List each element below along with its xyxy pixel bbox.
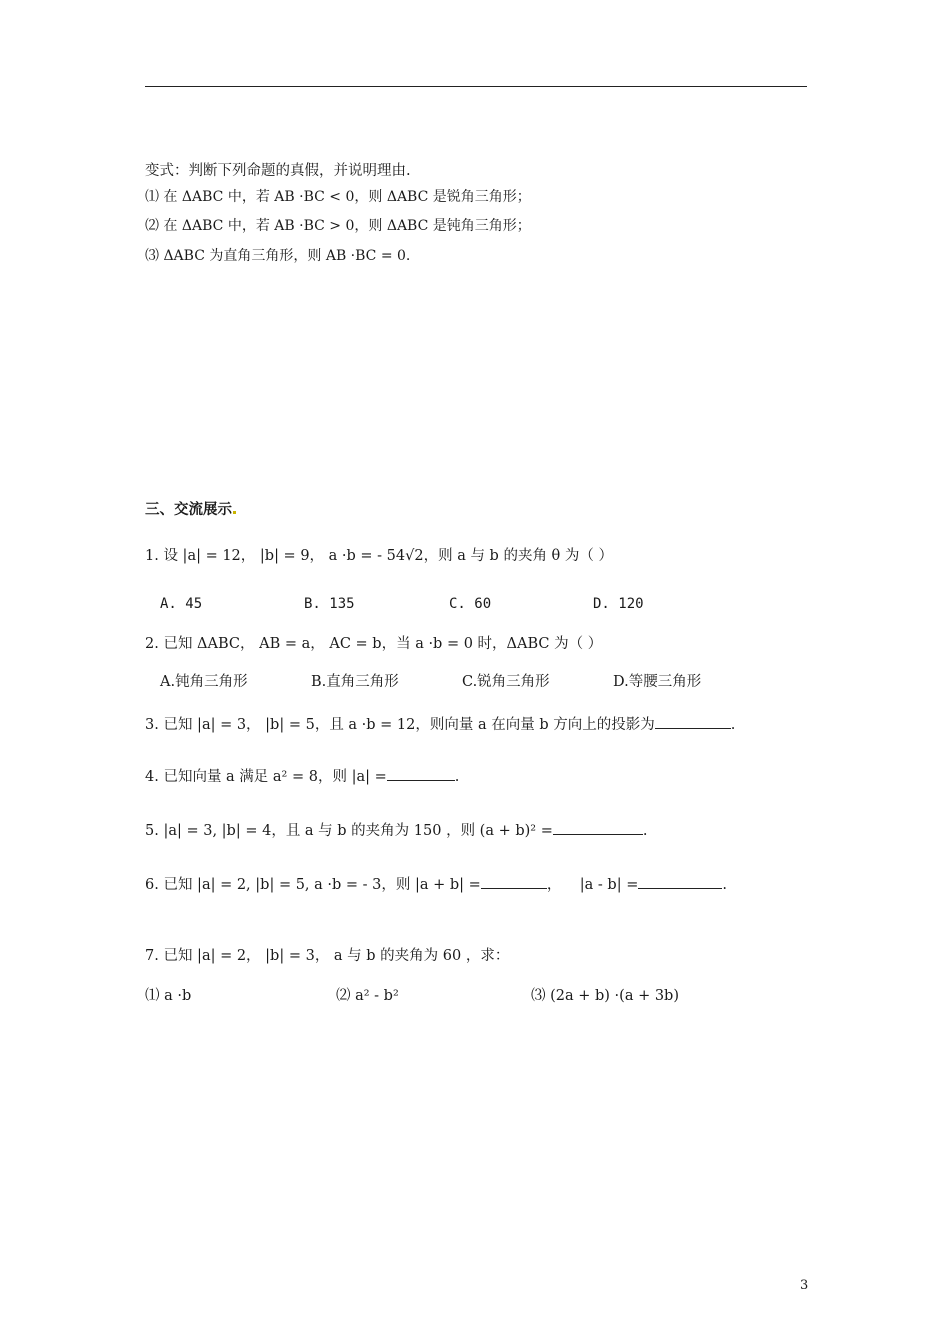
q1-option-c: C. 60 xyxy=(449,596,492,612)
question-7: 7. 已知 |a| = 2， |b| = 3， a 与 b 的夹角为 60 ，求： xyxy=(145,948,510,964)
q5-text: 5. |a| = 3, |b| = 4，且 a 与 b 的夹角为 150 ，则 (a + b)² = xyxy=(145,823,553,839)
q1-option-b: B. 135 xyxy=(304,596,355,612)
q3-answer-blank[interactable] xyxy=(655,714,731,729)
question-4 xyxy=(145,766,459,787)
q7-part-3: ⑶ (2a + b) ·(a + 3b) xyxy=(531,988,679,1004)
q1-option-a: A. 45 xyxy=(160,596,203,612)
q4-text: 4. 已知向量 a 满足 a² = 8，则 |a| = xyxy=(145,769,387,785)
q2-option-d: D.等腰三角形 xyxy=(613,674,702,690)
variant-item-3: ⑶ ΔABC 为直角三角形，则 AB ·BC = 0. xyxy=(145,248,411,264)
q5-answer-blank[interactable] xyxy=(553,820,643,835)
q6-end: . xyxy=(722,877,727,893)
q3-end: . xyxy=(730,717,736,733)
q6-separator: ， xyxy=(546,877,562,893)
q6-text-b: |a - b| = xyxy=(579,877,639,893)
section-title-text: 三、交流展示 xyxy=(145,501,232,518)
page-number: 3 xyxy=(800,1278,809,1293)
question-1: 1. 设 |a| = 12， |b| = 9， a ·b = - 54√2，则 a 与 b 的夹角 θ 为（ ） xyxy=(145,548,614,564)
section-title xyxy=(145,500,237,520)
q4-answer-blank[interactable] xyxy=(387,766,455,781)
marker-dot-icon xyxy=(233,511,236,514)
variant-item-1: ⑴ 在 ΔABC 中，若 AB ·BC < 0，则 ΔABC 是锐角三角形； xyxy=(145,189,531,205)
variant-heading: 变式：判断下列命题的真假，并说明理由. xyxy=(145,163,411,179)
q2-option-c: C.锐角三角形 xyxy=(462,674,550,690)
q7-part-1: ⑴ a ·b xyxy=(145,988,192,1004)
header-rule xyxy=(145,86,807,87)
q6-answer-blank-2[interactable] xyxy=(638,874,722,889)
q7-part-2: ⑵ a² - b² xyxy=(336,988,399,1004)
q6-text-a: 6. 已知 |a| = 2, |b| = 5, a ·b = - 3，则 |a + b| = xyxy=(145,877,481,893)
variant-item-2: ⑵ 在 ΔABC 中，若 AB ·BC > 0，则 ΔABC 是钝角三角形； xyxy=(145,218,531,234)
q3-text: 3. 已知 |a| = 3， |b| = 5，且 a ·b = 12，则向量 a 在向量 b 方向上的投影为 xyxy=(145,717,655,733)
q4-end: . xyxy=(454,769,460,785)
q2-option-b: B.直角三角形 xyxy=(311,674,399,690)
question-3 xyxy=(145,714,735,735)
q6-answer-blank-1[interactable] xyxy=(481,874,547,889)
q5-end: . xyxy=(642,823,648,839)
question-5 xyxy=(145,820,647,841)
q1-option-d: D. 120 xyxy=(593,596,644,612)
question-2: 2. 已知 ΔABC， AB = a， AC = b，当 a ·b = 0 时，ΔABC 为（ ） xyxy=(145,636,603,652)
question-6 xyxy=(145,874,727,895)
q2-option-a: A.钝角三角形 xyxy=(160,674,248,690)
